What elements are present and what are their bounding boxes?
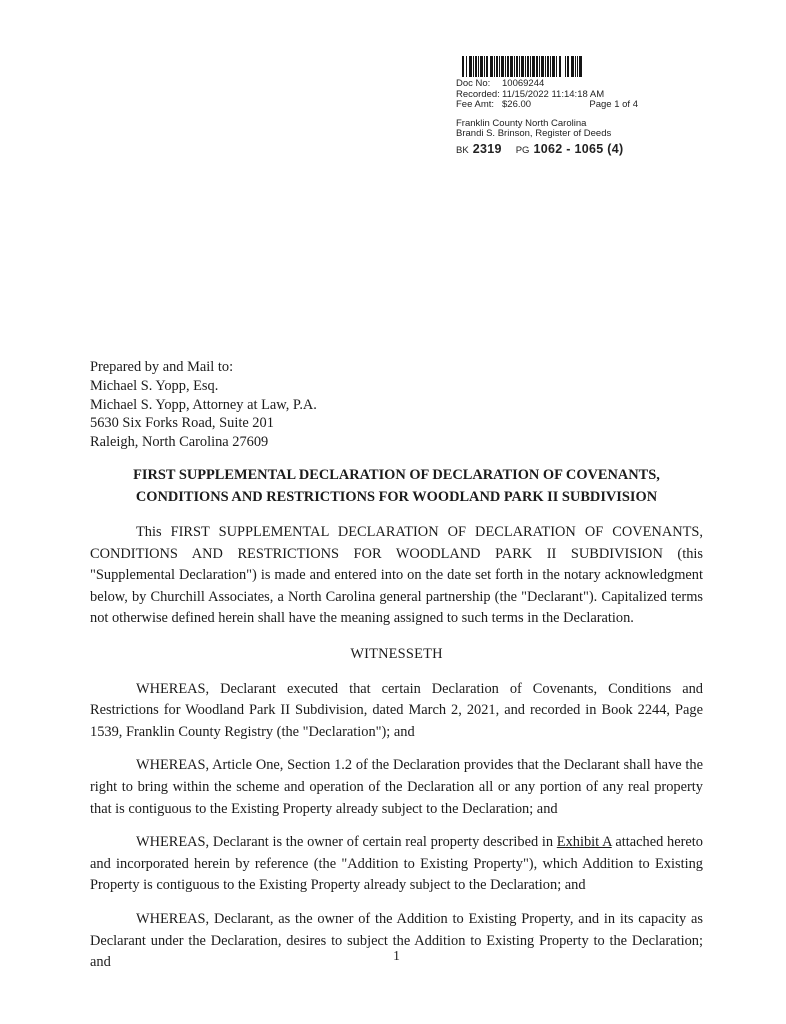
stamp-doc-no-row <box>456 79 642 90</box>
fee-value: $26.00 <box>502 99 532 110</box>
book-number: 2319 <box>472 141 502 156</box>
whereas-3-text-pre: WHEREAS, Declarant is the owner of certain real property described in <box>136 834 557 851</box>
whereas-paragraph-4: WHEREAS, Declarant, as the owner of the Addition to Existing Property, and in its capacity as Declarant under the Declaration, desires to subject the Addition to Existing Property to the Declaration; and <box>90 910 703 971</box>
stamp-page-info: Page 1 of 4 <box>589 99 638 110</box>
document-title <box>90 464 703 508</box>
prepared-by-block <box>90 358 317 452</box>
stamp-fee-row <box>456 100 642 111</box>
preparer-firm: Michael S. Yopp, Attorney at Law, P.A. <box>90 396 317 413</box>
prepared-by-line: Prepared by and Mail to: <box>90 359 234 375</box>
intro-paragraph: This FIRST SUPPLEMENTAL DECLARATION OF DECLARATION OF COVENANTS, CONDITIONS AND RESTRICTIONS FOR WOODLAND PARK II SUBDIVISION (this "Supplemental Declaration") is made and entered into on the date set forth in the notary acknowledgment below, by Churchill Associates, a North Carolina general partnership (the "Declarant"). Capitalized terms not otherwise defined herein shall have the meaning assigned to such terms in the Declaration. <box>90 524 703 627</box>
barcode-icon <box>462 56 582 77</box>
whereas-paragraph-2: WHEREAS, Article One, Section 1.2 of the Declaration provides that the Declarant shall have the right to bring within the scheme and operation of the Declaration all or any portion of any real property that is contiguous to the Existing Property already subject to the Declaration; and <box>90 757 703 817</box>
witnesseth-heading: WITNESSETH <box>350 645 443 662</box>
page-range: 1062 - 1065 (4) <box>533 141 624 156</box>
recording-stamp <box>456 56 642 156</box>
preparer-city-state-zip: Raleigh, North Carolina 27609 <box>90 434 269 451</box>
book-label: BK <box>456 144 469 156</box>
whereas-paragraph-3 <box>90 832 703 897</box>
preparer-name: Michael S. Yopp, Esq. <box>90 377 219 394</box>
whereas-3-text-post: attached hereto and incorporated herein by reference (the "Addition to Existing Property"), which Addition to Existing Property is contiguous to the Existing Property already subject to the Declaration; and <box>90 834 703 894</box>
recorded-value: 11/15/2022 11:14:18 AM <box>502 88 605 100</box>
recorded-label: Recorded: <box>456 88 500 100</box>
stamp-register-of-deeds: Brandi S. Brinson, Register of Deeds <box>456 128 612 139</box>
stamp-book-page-row <box>456 141 642 157</box>
stamp-county: Franklin County North Carolina <box>456 117 587 129</box>
exhibit-a-reference: Exhibit A <box>556 834 612 851</box>
doc-no-value: 10069244 <box>502 78 545 89</box>
page-label: PG <box>515 144 530 156</box>
page-number: 1 <box>393 948 400 963</box>
document-title-line2: CONDITIONS AND RESTRICTIONS FOR WOODLAND PARK II SUBDIVISION <box>135 489 658 505</box>
document-title-line1: FIRST SUPPLEMENTAL DECLARATION OF DECLARATION OF COVENANTS, <box>133 467 660 483</box>
whereas-paragraph-1: WHEREAS, Declarant executed that certain Declaration of Covenants, Conditions and Restrictions for Woodland Park II Subdivision, dated March 2, 2021, and recorded in Book 2244, Page 1539, Franklin County Registry (the "Declaration"); and <box>90 680 703 740</box>
fee-label: Fee Amt: <box>456 99 495 110</box>
document-body <box>90 464 703 986</box>
doc-no-label: Doc No: <box>456 78 491 89</box>
preparer-street-address: 5630 Six Forks Road, Suite 201 <box>90 415 274 432</box>
